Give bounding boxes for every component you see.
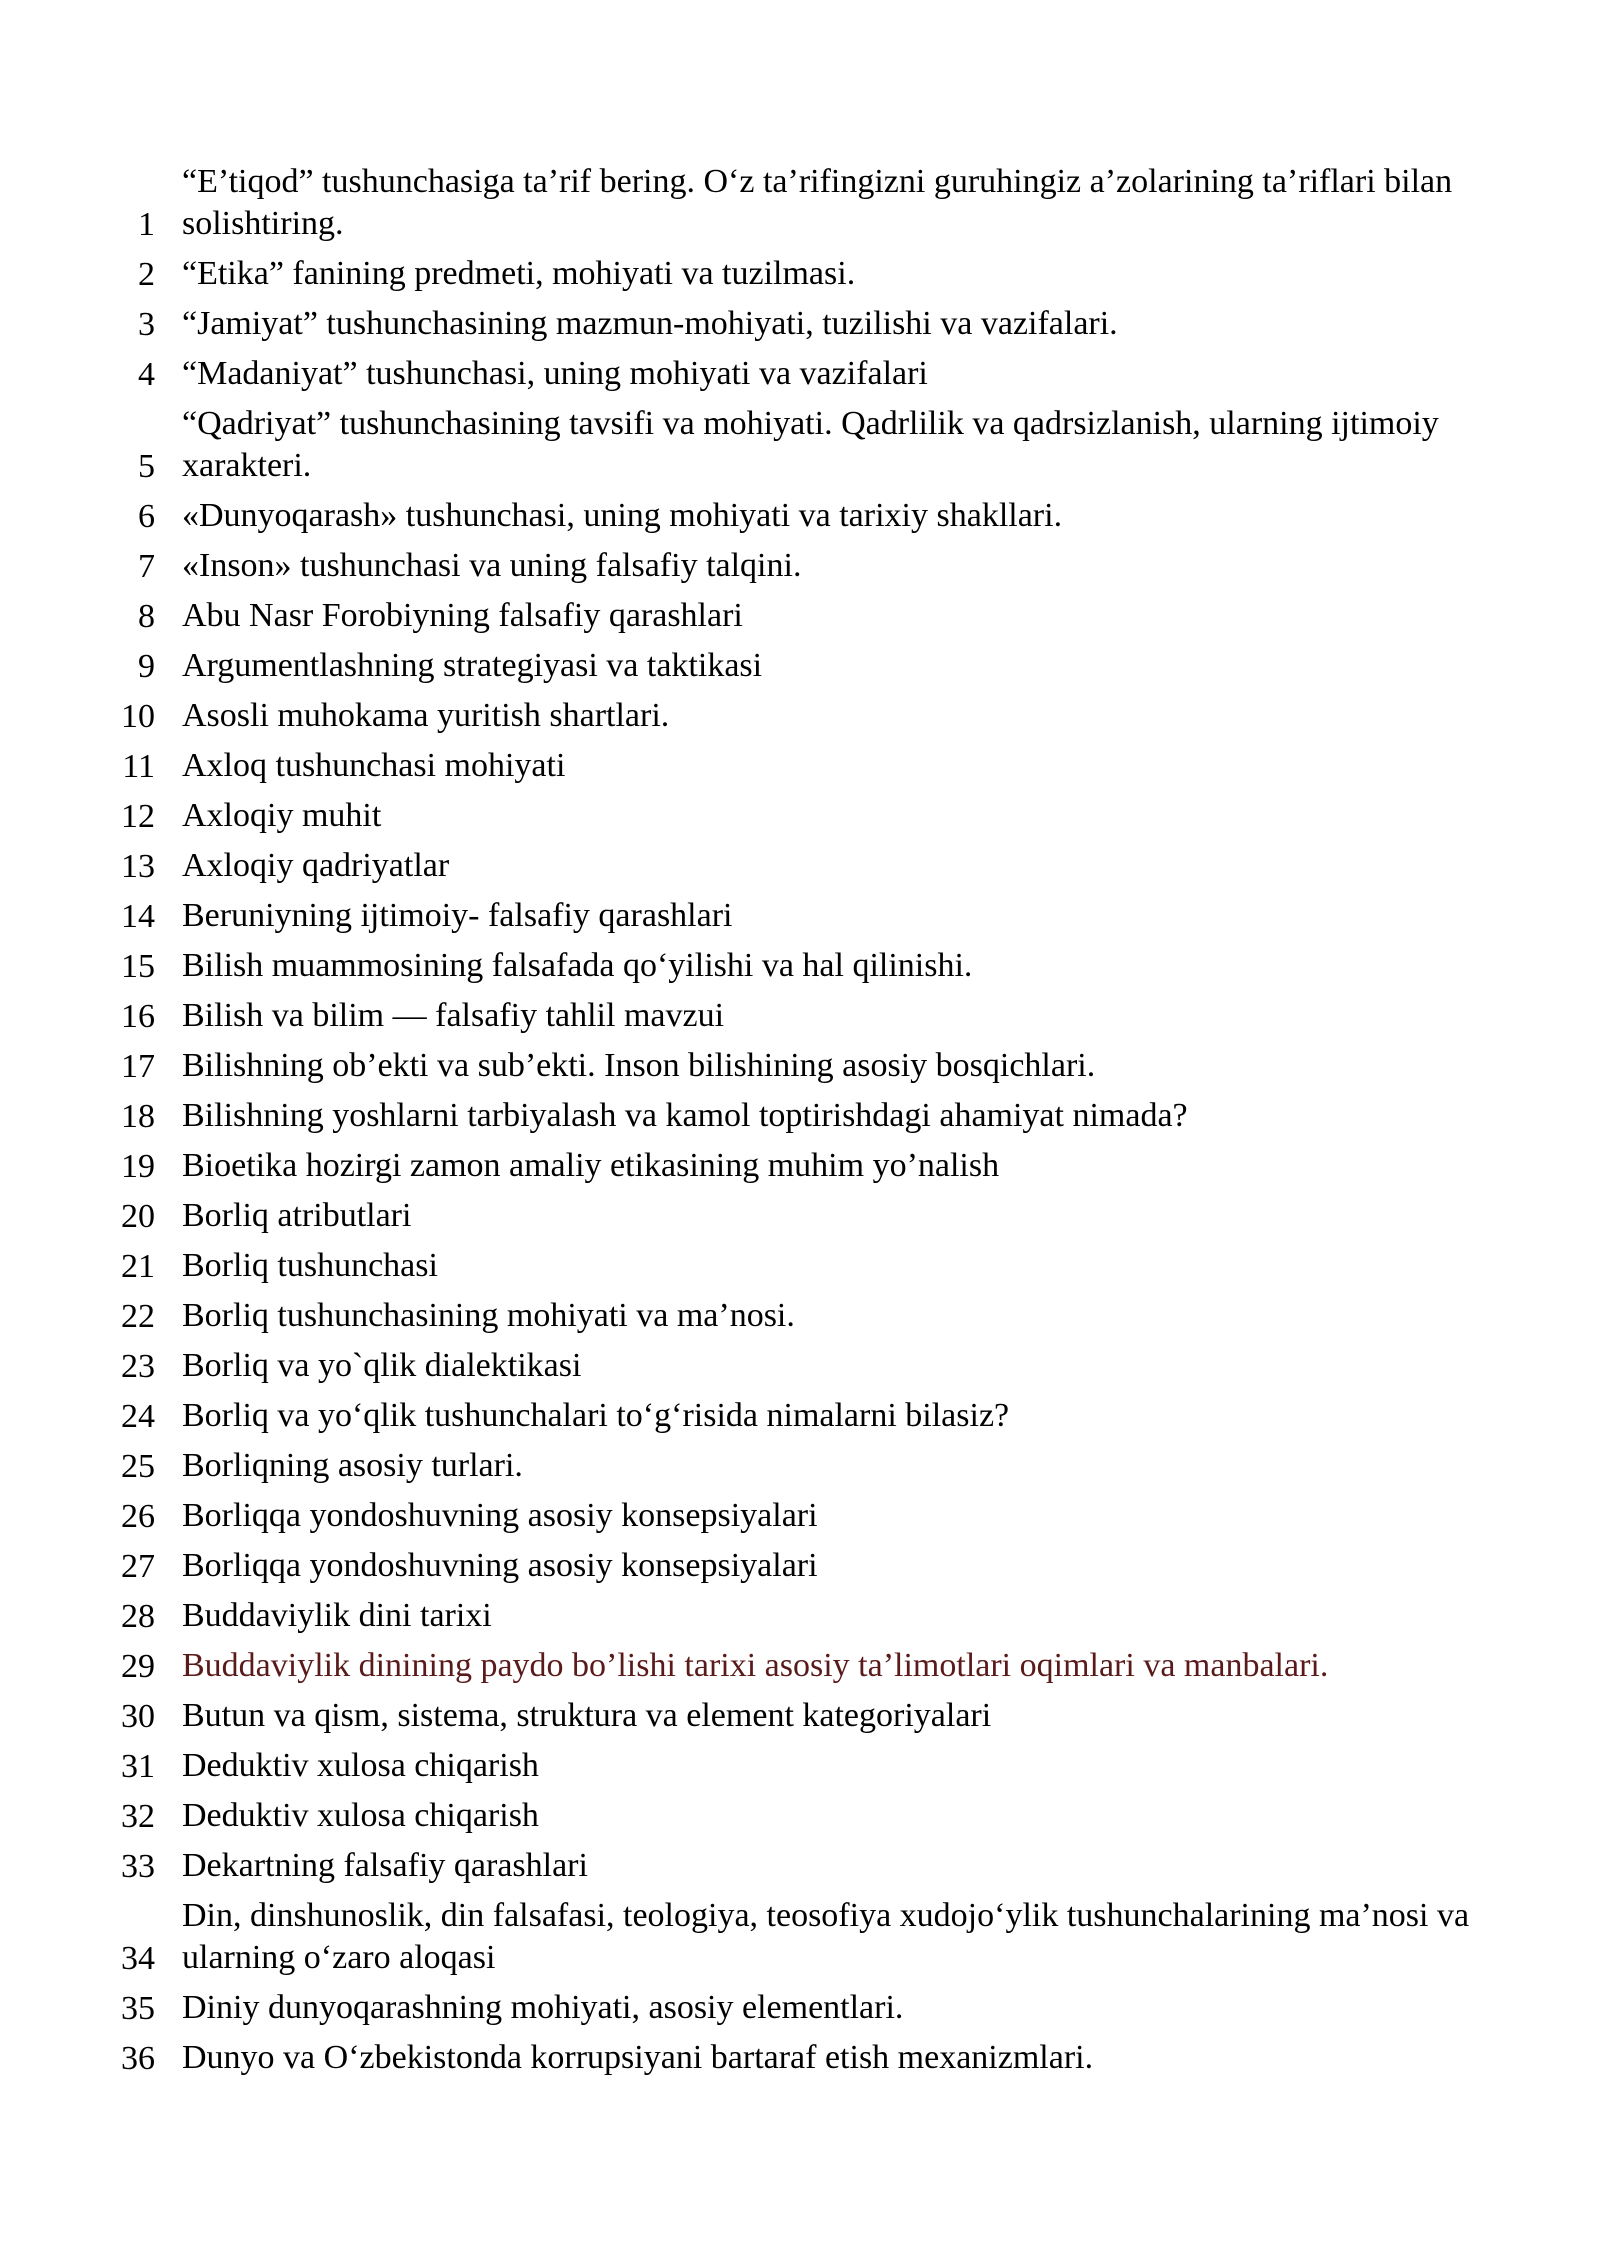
item-text: «Dunyoqarash» tushunchasi, uning mohiyati va tarixiy shakllari. — [182, 497, 1063, 534]
list-item — [0, 1441, 1600, 1491]
item-text: Borliq tushunchasi — [182, 1247, 438, 1284]
item-text: Dunyo va O‘zbekistonda korrupsiyani bartaraf etish mexanizmlari. — [182, 2039, 1094, 2076]
item-number: 14 — [121, 898, 155, 935]
item-text: Deduktiv xulosa chiqarish — [182, 1747, 539, 1784]
item-number: 31 — [121, 1748, 155, 1785]
list-item — [0, 1391, 1600, 1441]
list-item — [0, 1741, 1600, 1791]
list-item — [0, 349, 1600, 399]
item-number: 23 — [121, 1348, 155, 1385]
list-item — [0, 941, 1600, 991]
item-number: 28 — [121, 1598, 155, 1635]
list-item — [0, 1141, 1600, 1191]
item-text: Bilishning yoshlarni tarbiyalash va kamol toptirishdagi ahamiyat nimada? — [182, 1097, 1188, 1134]
item-number: 2 — [138, 256, 155, 293]
item-text: Axloqiy muhit — [182, 797, 382, 834]
list-item — [0, 741, 1600, 791]
item-number: 10 — [121, 698, 155, 735]
list-item — [0, 1791, 1600, 1841]
item-text: Bilish muammosining falsafada qo‘yilishi va hal qilinishi. — [182, 947, 973, 984]
item-text: Din, dinshunoslik, din falsafasi, teologiya, teosofiya xudojo‘ylik tushunchalarining ma’nosi va ularning o‘zaro aloqasi — [182, 1897, 1470, 1976]
item-number: 27 — [121, 1548, 155, 1585]
item-number: 22 — [121, 1298, 155, 1335]
item-number: 18 — [121, 1098, 155, 1135]
item-number: 9 — [138, 648, 155, 685]
item-number: 24 — [121, 1398, 155, 1435]
item-text: “E’tiqod” tushunchasiga ta’rif bering. O‘z ta’rifingizni guruhingiz a’zolarining ta’riflari bilan solishtiring. — [182, 163, 1453, 242]
list-item — [0, 299, 1600, 349]
item-text: Borliqning asosiy turlari. — [182, 1447, 523, 1484]
item-number: 29 — [121, 1648, 155, 1685]
item-text: Borliq tushunchasining mohiyati va ma’nosi. — [182, 1297, 795, 1334]
item-number: 6 — [138, 498, 155, 535]
item-number: 34 — [121, 1940, 155, 1977]
item-text: Diniy dunyoqarashning mohiyati, asosiy elementlari. — [182, 1989, 904, 2026]
list-item — [0, 1241, 1600, 1291]
item-text: Borliqqa yondoshuvning asosiy konsepsiyalari — [182, 1497, 818, 1534]
list-item — [0, 641, 1600, 691]
item-number: 21 — [121, 1248, 155, 1285]
item-number: 3 — [138, 306, 155, 343]
item-number: 15 — [121, 948, 155, 985]
item-number: 19 — [121, 1148, 155, 1185]
item-number: 26 — [121, 1498, 155, 1535]
item-number: 5 — [138, 448, 155, 485]
list-item — [0, 1591, 1600, 1641]
item-number: 12 — [121, 798, 155, 835]
list-item — [0, 1341, 1600, 1391]
item-number: 1 — [138, 206, 155, 243]
list-item — [0, 691, 1600, 741]
list-item — [0, 541, 1600, 591]
list-item — [0, 1983, 1600, 2033]
item-number: 25 — [121, 1448, 155, 1485]
item-number: 4 — [138, 356, 155, 393]
list-item — [0, 491, 1600, 541]
item-text: Buddaviylik dinining paydo bo’lishi tarixi asosiy ta’limotlari oqimlari va manbalari. — [182, 1647, 1329, 1684]
list-item — [0, 1641, 1600, 1691]
question-list — [0, 157, 1600, 2083]
item-text: Borliqqa yondoshuvning asosiy konsepsiyalari — [182, 1547, 818, 1584]
item-text: “Madaniyat” tushunchasi, uning mohiyati va vazifalari — [182, 355, 928, 392]
list-item — [0, 1541, 1600, 1591]
item-text: Borliq va yo‘qlik tushunchalari to‘g‘risida nimalarni bilasiz? — [182, 1397, 1010, 1434]
list-item — [0, 591, 1600, 641]
list-item — [0, 157, 1600, 249]
list-item — [0, 791, 1600, 841]
item-text: Bioetika hozirgi zamon amaliy etikasining muhim yo’nalish — [182, 1147, 1000, 1184]
item-number: 33 — [121, 1848, 155, 1885]
list-item — [0, 1491, 1600, 1541]
list-item — [0, 991, 1600, 1041]
item-number: 30 — [121, 1698, 155, 1735]
item-text: «Inson» tushunchasi va uning falsafiy talqini. — [182, 547, 802, 584]
item-number: 8 — [138, 598, 155, 635]
item-text: Axloq tushunchasi mohiyati — [182, 747, 566, 784]
item-number: 17 — [121, 1048, 155, 1085]
item-number: 11 — [122, 748, 155, 785]
item-number: 13 — [121, 848, 155, 885]
list-item — [0, 1091, 1600, 1141]
item-text: Beruniyning ijtimoiy- falsafiy qarashlari — [182, 897, 733, 934]
item-number: 7 — [138, 548, 155, 585]
list-item — [0, 2033, 1600, 2083]
item-text: Dekartning falsafiy qarashlari — [182, 1847, 588, 1884]
item-text: Bilish va bilim — falsafiy tahlil mavzui — [182, 997, 725, 1034]
list-item — [0, 1841, 1600, 1891]
item-text: “Jamiyat” tushunchasining mazmun-mohiyati, tuzilishi va vazifalari. — [182, 305, 1118, 342]
list-item — [0, 1691, 1600, 1741]
item-number: 16 — [121, 998, 155, 1035]
item-text: “Etika” fanining predmeti, mohiyati va tuzilmasi. — [182, 255, 856, 292]
list-item — [0, 1191, 1600, 1241]
item-text: Borliq va yo`qlik dialektikasi — [182, 1347, 582, 1384]
item-text: Buddaviylik dini tarixi — [182, 1597, 492, 1634]
item-number: 35 — [121, 1990, 155, 2027]
item-text: Abu Nasr Forobiyning falsafiy qarashlari — [182, 597, 743, 634]
list-item — [0, 249, 1600, 299]
item-text: “Qadriyat” tushunchasining tavsifi va mohiyati. Qadrlilik va qadrsizlanish, ularning ijtimoiy xarakteri. — [182, 405, 1439, 484]
list-item — [0, 891, 1600, 941]
item-text: Axloqiy qadriyatlar — [182, 847, 450, 884]
item-text: Deduktiv xulosa chiqarish — [182, 1797, 539, 1834]
list-item — [0, 841, 1600, 891]
item-text: Borliq atributlari — [182, 1197, 412, 1234]
item-text: Asosli muhokama yuritish shartlari. — [182, 697, 670, 734]
list-item — [0, 1291, 1600, 1341]
list-item — [0, 399, 1600, 491]
item-number: 32 — [121, 1798, 155, 1835]
item-text: Butun va qism, sistema, struktura va element kategoriyalari — [182, 1697, 992, 1734]
list-item — [0, 1041, 1600, 1091]
item-number: 20 — [121, 1198, 155, 1235]
item-text: Bilishning ob’ekti va sub’ekti. Inson bilishining asosiy bosqichlari. — [182, 1047, 1096, 1084]
item-number: 36 — [121, 2040, 155, 2077]
item-text: Argumentlashning strategiyasi va taktikasi — [182, 647, 763, 684]
list-item — [0, 1891, 1600, 1983]
